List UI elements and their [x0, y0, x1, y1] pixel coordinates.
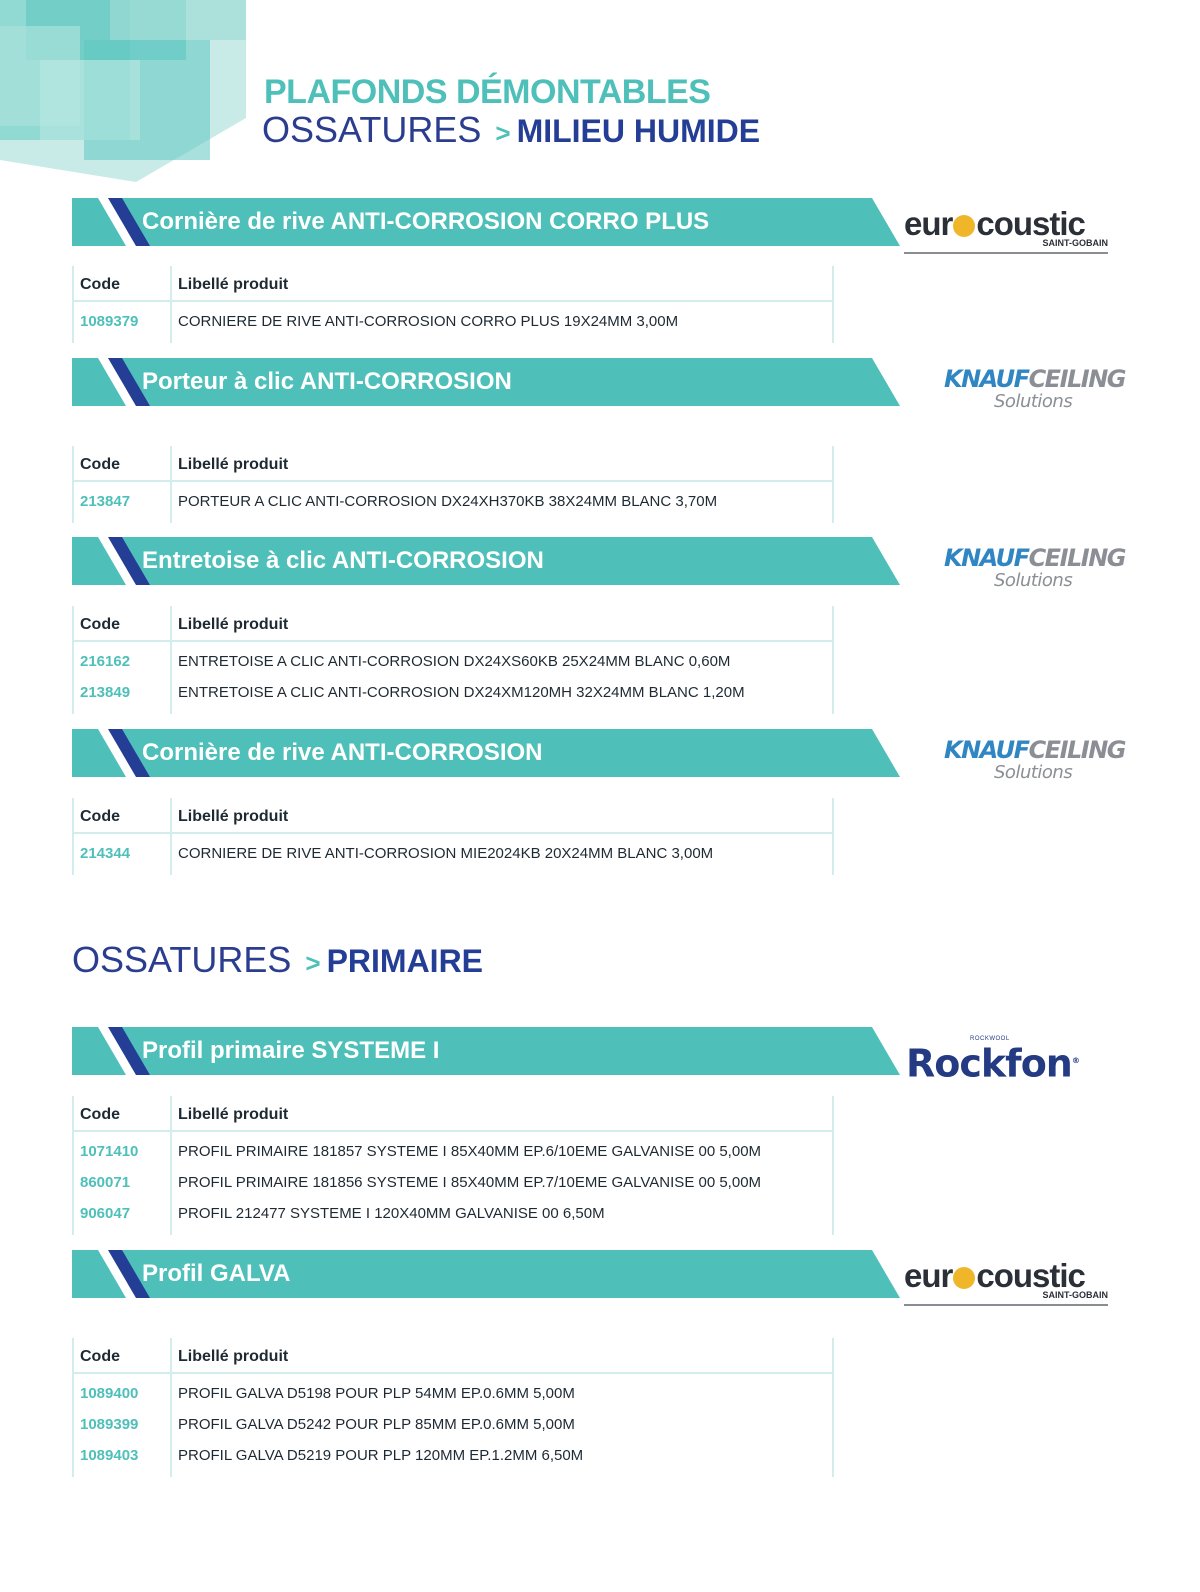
table-row — [72, 1440, 834, 1471]
section-title: Profil GALVA — [142, 1260, 291, 1287]
product-label: PORTEUR A CLIC ANTI-CORROSION DX24XH370KB 38X24MM BLANC 3,70M — [178, 493, 718, 510]
product-label: CORNIERE DE RIVE ANTI-CORROSION MIE2024KB 20X24MM BLANC 3,00M — [178, 845, 714, 862]
table-row — [72, 1198, 834, 1229]
product-table — [72, 798, 834, 875]
header-label: Libellé produit — [178, 1348, 289, 1365]
heading-ossatures: OSSATURES — [72, 939, 292, 980]
knauf-ceiling-solutions-logo: KNAUFCEILING Solutions — [944, 736, 1126, 783]
table-row — [72, 1167, 834, 1198]
product-code: 1089399 — [80, 1416, 139, 1433]
chevron-right-icon: > — [305, 948, 321, 978]
product-code: 1089403 — [80, 1447, 139, 1464]
table-row — [72, 486, 834, 517]
product-code: 216162 — [80, 653, 131, 670]
product-table — [72, 606, 834, 714]
product-label: PROFIL GALVA D5198 POUR PLP 54MM EP.0.6MM 5,00M — [178, 1385, 575, 1402]
heading-milieu-humide: MILIEU HUMIDE — [516, 113, 761, 149]
heading-ossatures: OSSATURES — [262, 109, 482, 150]
chevron-right-icon: > — [495, 118, 511, 148]
eurocoustic-dot-icon — [953, 1267, 975, 1289]
product-code: 906047 — [80, 1205, 131, 1222]
table-row — [72, 1409, 834, 1440]
product-label: PROFIL GALVA D5219 POUR PLP 120MM EP.1.2MM 6,50M — [178, 1447, 584, 1464]
section-banner — [72, 537, 900, 585]
product-label: PROFIL PRIMAIRE 181857 SYSTEME I 85X40MM EP.6/10EME GALVANISE 00 5,00M — [178, 1143, 762, 1160]
section-heading-milieu-humide — [262, 110, 760, 158]
knauf-ceiling-solutions-logo: KNAUFCEILING Solutions — [944, 365, 1126, 412]
product-label: PROFIL PRIMAIRE 181856 SYSTEME I 85X40MM EP.7/10EME GALVANISE 00 5,00M — [178, 1174, 762, 1191]
page-title: PLAFONDS DÉMONTABLES — [264, 73, 711, 111]
section-banner — [72, 729, 900, 777]
product-label: PROFIL 212477 SYSTEME I 120X40MM GALVANISE 00 6,50M — [178, 1205, 605, 1222]
table-row — [72, 838, 834, 869]
table-header — [72, 1096, 834, 1132]
table-row — [72, 646, 834, 677]
table-header — [72, 446, 834, 482]
section-title: Profil primaire SYSTEME I — [142, 1037, 440, 1064]
product-label: PROFIL GALVA D5242 POUR PLP 85MM EP.0.6MM 5,00M — [178, 1416, 575, 1433]
product-table — [72, 1096, 834, 1235]
product-code: 1089400 — [80, 1385, 139, 1402]
rockfon-logo: ROCKWOOL Rockfon® — [906, 1036, 1079, 1086]
product-table — [72, 1338, 834, 1477]
table-header — [72, 1338, 834, 1374]
knauf-ceiling-solutions-logo: KNAUFCEILING Solutions — [944, 544, 1126, 591]
section-banner — [72, 1250, 900, 1298]
table-header — [72, 266, 834, 302]
header-code: Code — [80, 808, 120, 825]
header-code: Code — [80, 1106, 120, 1123]
table-header — [72, 606, 834, 642]
table-header — [72, 798, 834, 834]
header-code: Code — [80, 456, 120, 473]
product-label: ENTRETOISE A CLIC ANTI-CORROSION DX24XM120MH 32X24MM BLANC 1,20M — [178, 684, 745, 701]
product-code: 1089379 — [80, 313, 139, 330]
product-label: ENTRETOISE A CLIC ANTI-CORROSION DX24XS60KB 25X24MM BLANC 0,60M — [178, 653, 731, 670]
heading-primaire: PRIMAIRE — [326, 943, 484, 979]
decorative-corner-squares — [0, 0, 250, 190]
table-row — [72, 677, 834, 708]
section-title: Cornière de rive ANTI-CORROSION CORRO PLUS — [142, 208, 710, 235]
section-banner — [72, 198, 900, 246]
table-row — [72, 306, 834, 337]
product-table — [72, 266, 834, 343]
product-code: 1071410 — [80, 1143, 139, 1160]
eurocoustic-dot-icon — [953, 215, 975, 237]
table-row — [72, 1378, 834, 1409]
product-code: 214344 — [80, 845, 131, 862]
section-title: Cornière de rive ANTI-CORROSION — [142, 739, 543, 766]
product-label: CORNIERE DE RIVE ANTI-CORROSION CORRO PLUS 19X24MM 3,00M — [178, 313, 679, 330]
table-row — [72, 1136, 834, 1167]
header-code: Code — [80, 276, 120, 293]
header-label: Libellé produit — [178, 808, 289, 825]
section-banner — [72, 358, 900, 406]
header-code: Code — [80, 1348, 120, 1365]
product-table — [72, 446, 834, 523]
product-code: 213847 — [80, 493, 131, 510]
header-label: Libellé produit — [178, 276, 289, 293]
header-label: Libellé produit — [178, 1106, 289, 1123]
section-title: Porteur à clic ANTI-CORROSION — [142, 368, 512, 395]
header-label: Libellé produit — [178, 616, 289, 633]
product-code: 213849 — [80, 684, 131, 701]
eurocoustic-logo: eur coustic SAINT-GOBAIN — [904, 206, 1108, 254]
eurocoustic-logo: eur coustic SAINT-GOBAIN — [904, 1258, 1108, 1306]
header-label: Libellé produit — [178, 456, 289, 473]
section-heading-primaire — [72, 940, 483, 988]
section-title: Entretoise à clic ANTI-CORROSION — [142, 547, 544, 574]
product-code: 860071 — [80, 1174, 131, 1191]
section-banner — [72, 1027, 900, 1075]
header-code: Code — [80, 616, 120, 633]
